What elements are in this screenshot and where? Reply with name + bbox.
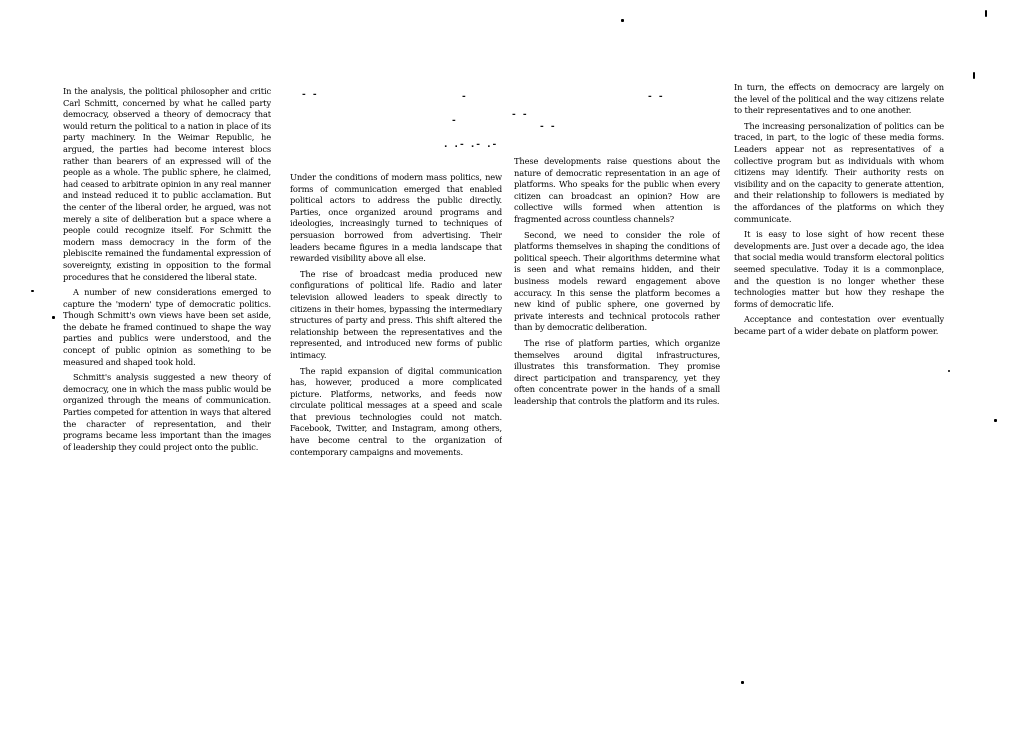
text-column-4 bbox=[734, 82, 944, 662]
paragraph: In the analysis, the political philosopher and critic Carl Schmitt, concerned by what he called party democracy, observed a theory of democracy that would return the political to a nation in place of its party machinery. In the Weimar Republic, he argued, the parties had become interest blocs rather than bearers of an expressed will of the people as a whole. The public sphere, he claimed, had ceased to arbitrate opinion in any real manner and instead reduced it to public acclamation. But the center of the liberal order, he argued, was not merely a site of deliberation but a space where a people could recognize itself. For Schmitt the modern mass democracy in the form of the plebiscite remained the fundamental expression of sovereignty, existing in opposition to the formal procedures that he considered the liberal state. bbox=[63, 86, 271, 282]
heading-fragment: - - bbox=[302, 90, 319, 100]
text-column-2 bbox=[290, 172, 502, 660]
scan-speck bbox=[985, 10, 987, 17]
scan-speck bbox=[741, 681, 744, 684]
heading-fragment: . .- .- .- bbox=[444, 140, 499, 150]
paragraph: Second, we need to consider the role of platforms themselves in shaping the conditions of political speech. Their algorithms determine what is seen and what remains hidden, and their business models reward engagement above accuracy. In this sense the platform becomes a new kind of public sphere, one governed by private interests and technical protocols rather than by democratic deliberation. bbox=[514, 229, 720, 333]
scan-speck bbox=[994, 419, 997, 422]
paragraph: The increasing personalization of politics can be traced, in part, to the logic of these media forms. Leaders appear not as representatives of a collective program but as individuals with whom citizens may identify. Their authority rests on visibility and on the capacity to generate attention, and their relationship to followers is mediated by the affordances of the platforms on which they communicate. bbox=[734, 120, 944, 224]
text-column-1 bbox=[63, 86, 271, 662]
scan-speck bbox=[973, 72, 975, 79]
paragraph: In turn, the effects on democracy are largely on the level of the political and the way citizens relate to their representatives and to one another. bbox=[734, 82, 944, 116]
heading-fragment: - bbox=[462, 92, 468, 102]
paragraph: The rapid expansion of digital communication has, however, produced a more complicated picture. Platforms, networks, and feeds now circulate political messages at a speed and scale that previous technologies could not match. Facebook, Twitter, and Instagram, among others, have become central to the organization of contemporary campaigns and movements. bbox=[290, 365, 502, 457]
heading-fragment: - - bbox=[540, 122, 557, 132]
paragraph: Acceptance and contestation over eventually became part of a wider debate on platform power. bbox=[734, 314, 944, 336]
paragraph: These developments raise questions about the nature of democratic representation in an age of platforms. Who speaks for the public when every citizen can broadcast an opinion? How are collective wills formed when attention is fragmented across countless channels? bbox=[514, 156, 720, 224]
heading-fragment: - - bbox=[512, 110, 529, 120]
paragraph: Schmitt's analysis suggested a new theory of democracy, one in which the mass public would be organized through the means of communication. Parties competed for attention in ways that altered the character of representation, and their programs became less important than the images of leadership they could project onto the public. bbox=[63, 372, 271, 452]
heading-fragment: - bbox=[452, 116, 458, 126]
paragraph: The rise of platform parties, which organize themselves around digital infrastructures, illustrates this transformation. They promise direct participation and transparency, yet they often concentrate power in the hands of a small leadership that controls the platform and its rules. bbox=[514, 337, 720, 406]
paragraph: A number of new considerations emerged to capture the 'modern' type of democratic politics. Though Schmitt's own views have been set aside, the debate he framed continued to shape the way parties and publics were understood, and the concept of public opinion as something to be measured and shaped took hold. bbox=[63, 287, 271, 367]
paragraph: It is easy to lose sight of how recent these developments are. Just over a decade ago, the idea that social media would transform electoral politics seemed speculative. Today it is a commonplace, and the question is no longer whether these technologies matter but how they reshape the forms of democratic life. bbox=[734, 229, 944, 309]
scan-speck bbox=[948, 370, 950, 372]
heading-fragment: - - bbox=[648, 92, 665, 102]
heading-fragments bbox=[300, 88, 680, 158]
scan-speck bbox=[621, 19, 624, 22]
scan-speck bbox=[52, 316, 55, 319]
paragraph: The rise of broadcast media produced new configurations of political life. Radio and later television allowed leaders to speak directly to citizens in their homes, bypassing the intermediary structures of party and press. This shift altered the relationship between the representatives and the represented, and introduced new forms of public intimacy. bbox=[290, 268, 502, 360]
paragraph: Under the conditions of modern mass politics, new forms of communication emerged that enabled political actors to address the public directly. Parties, once organized around programs and ideologies, increasingly turned to techniques of persuasion borrowed from advertising. Their leaders became figures in a media landscape that rewarded visibility above all else. bbox=[290, 172, 502, 264]
scan-speck bbox=[31, 290, 34, 292]
text-column-3 bbox=[514, 156, 720, 662]
